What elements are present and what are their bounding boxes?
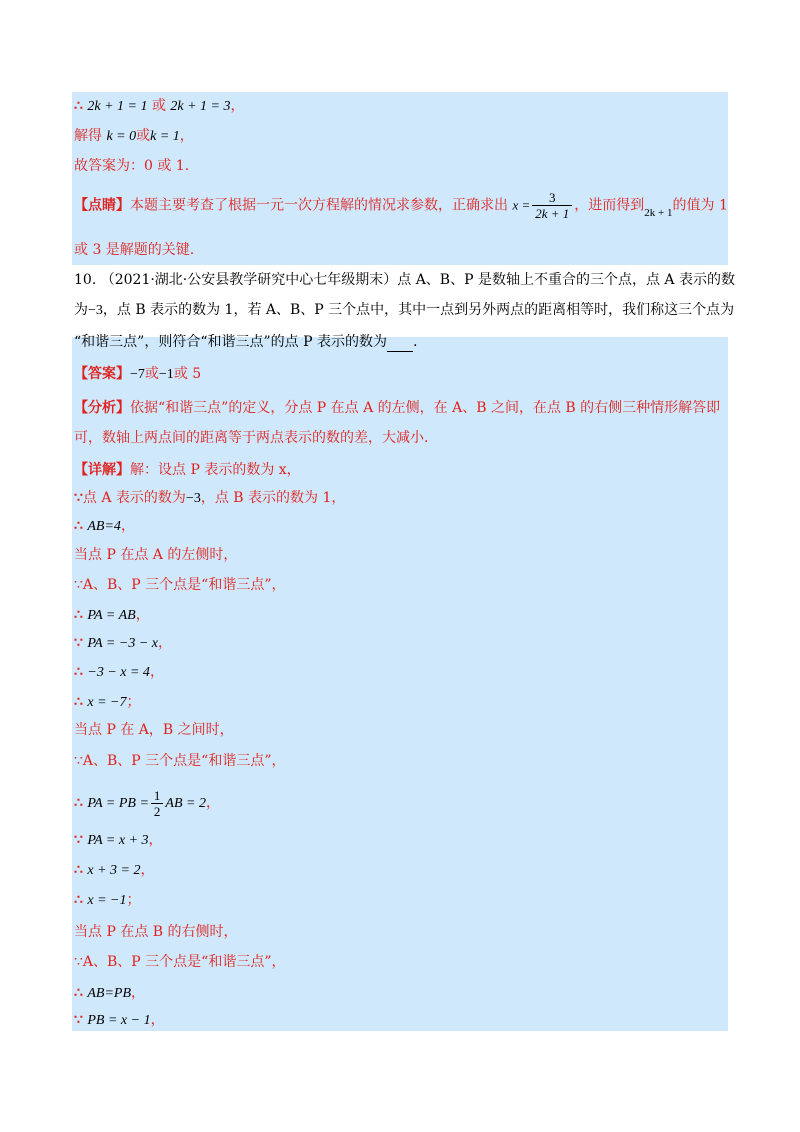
question-number: 10. — [74, 272, 97, 288]
therefore-symbol: ∴ — [74, 985, 83, 1001]
solve-text: 解得 — [74, 128, 102, 144]
step-9 — [74, 720, 234, 740]
equation: 2k + 1 = 3 — [170, 99, 231, 114]
analysis-line-2 — [74, 428, 428, 448]
therefore-symbol: ∴ — [74, 892, 83, 908]
answer-value: −1 — [158, 367, 174, 382]
equation: k = 0 — [106, 129, 137, 144]
equation: x = −1 — [87, 893, 127, 908]
case-text: 当点 P 在 A，B 之间时， — [74, 722, 234, 738]
punctuation: ， — [140, 862, 155, 878]
case-text: 当点 P 在点 B 的右侧时， — [74, 924, 238, 940]
answer-line — [74, 364, 201, 384]
step-text: 点 A 表示的数为 — [82, 490, 186, 506]
dianjing-tag: 【点睛】 — [74, 197, 130, 214]
analysis-text: 依据“和谐三点”的定义，分点 P 在点 A 的左侧，在 A、B 之间，在点 B 的右侧三种情形解答即 — [130, 400, 721, 416]
punctuation: ， — [230, 98, 245, 114]
fraction-numerator: 1 — [151, 788, 164, 804]
fraction-denominator: 2 — [153, 803, 161, 819]
equation: 2k + 1 = 1 — [87, 99, 148, 114]
or-text: 或 — [151, 98, 166, 114]
line-dianjing — [74, 190, 728, 220]
therefore-symbol: ∴ — [74, 518, 83, 534]
fraction-x — [532, 190, 572, 221]
equation: x = −7 — [87, 695, 127, 710]
question-source: （2021·湖北·公安县教学研究中心七年级期末） — [100, 272, 398, 288]
punctuation: ， — [157, 635, 172, 651]
step-2 — [74, 516, 135, 536]
punctuation: ， — [148, 832, 163, 848]
analysis-text: 可，数轴上两点间的距离等于两点表示的数的差，大减小. — [74, 430, 429, 446]
punctuation: ， — [150, 1012, 165, 1028]
step-text: ∵A、B、P 三个点是“和谐三点”， — [74, 577, 286, 593]
punctuation: ， — [205, 795, 220, 811]
punctuation: ； — [126, 694, 141, 710]
therefore-symbol: ∴ — [74, 664, 83, 680]
step-1 — [74, 488, 345, 508]
step-17 — [74, 983, 145, 1003]
equation: AB=4 — [87, 519, 121, 534]
frac-lhs: x = — [512, 197, 531, 213]
equation: PA = −3 − x — [87, 636, 158, 651]
line-equation-cases — [74, 96, 245, 116]
or-text: 或 — [144, 366, 159, 382]
punctuation: . — [412, 334, 418, 350]
answer-tag: 【答案】 — [74, 366, 130, 382]
detail-tag: 【详解】 — [74, 462, 130, 478]
dianjing-text: ，进而得到 — [574, 197, 645, 214]
fraction-half — [151, 788, 164, 819]
equation: PB = x − 1 — [87, 1013, 151, 1028]
punctuation: ， — [149, 664, 164, 680]
question-text: 为 — [74, 302, 88, 318]
because-symbol: ∵ — [74, 490, 83, 506]
therefore-symbol: ∴ — [74, 98, 83, 114]
step-8 — [74, 692, 140, 712]
fraction-numerator: 3 — [532, 190, 572, 206]
because-symbol: ∵ — [74, 635, 83, 651]
detail-text: 解：设点 P 表示的数为 x， — [130, 462, 301, 478]
equation: AB = 2 — [165, 796, 206, 811]
answer-value: 或 5 — [173, 366, 202, 382]
question-line-3 — [74, 332, 417, 352]
step-7 — [74, 662, 164, 682]
line-solve-k — [74, 126, 194, 146]
therefore-symbol: ∴ — [74, 607, 83, 623]
question-line-2 — [74, 300, 734, 320]
fraction-denominator: 2k + 1 — [535, 206, 570, 221]
equation: PA = PB = — [87, 796, 149, 811]
step-5 — [74, 605, 150, 625]
or-text: 或 — [136, 128, 151, 144]
step-13 — [74, 860, 154, 880]
step-15 — [74, 922, 238, 942]
therefore-symbol: ∴ — [74, 862, 83, 878]
therefore-symbol: ∴ — [74, 795, 83, 811]
equation: k = 1 — [150, 129, 180, 144]
line-answer-summary — [74, 156, 189, 176]
step-14 — [74, 890, 140, 910]
equation: AB=PB — [87, 986, 132, 1001]
step-11 — [74, 786, 220, 820]
case-text: 当点 P 在点 A 的左侧时， — [74, 547, 238, 563]
punctuation: ， — [179, 128, 194, 144]
dianjing-text: 的值为 1 — [672, 197, 728, 214]
dianjing-text: 本题主要考查了根据一元一次方程解的情况求参数，正确求出 — [130, 197, 508, 214]
therefore-symbol: ∴ — [74, 694, 83, 710]
step-6 — [74, 633, 172, 653]
step-text: ∵A、B、P 三个点是“和谐三点”， — [74, 954, 286, 970]
step-4 — [74, 575, 286, 595]
step-3 — [74, 545, 237, 565]
punctuation: ， — [131, 985, 146, 1001]
step-16 — [74, 952, 286, 972]
answer-blank — [387, 337, 413, 352]
equation: PA = x + 3 — [87, 833, 149, 848]
dianjing-text: 或 3 是解题的关键. — [74, 242, 195, 258]
step-text: ∵A、B、P 三个点是“和谐三点”， — [74, 753, 286, 769]
question-text: “和谐三点”，则符合“和谐三点”的点 P 表示的数为 — [74, 334, 387, 350]
question-text: 点 A、B、P 是数轴上不重合的三个点，点 A 表示的数 — [397, 272, 735, 288]
step-18 — [74, 1010, 165, 1030]
step-text: ，点 B 表示的数为 1， — [200, 490, 346, 506]
step-12 — [74, 830, 163, 850]
value: −3 — [185, 491, 201, 506]
analysis-tag: 【分析】 — [74, 400, 130, 416]
step-10 — [74, 751, 286, 771]
punctuation: ， — [120, 518, 135, 534]
analysis-line-1 — [74, 398, 720, 418]
because-symbol: ∵ — [74, 1012, 83, 1028]
equation: −3 − x = 4 — [87, 665, 150, 680]
answer-value: −7 — [130, 367, 145, 382]
punctuation: ； — [126, 892, 141, 908]
equation: x + 3 = 2 — [87, 863, 141, 878]
question-text: ，点 B 表示的数为 1，若 A、B、P 三个点中，其中一点到另外两点的距离相等时，我们称这三个点为 — [102, 302, 735, 318]
answer-summary-text: 故答案为：0 或 1. — [74, 158, 190, 174]
line-dianjing-cont — [74, 240, 194, 260]
detail-line — [74, 460, 301, 480]
because-symbol: ∵ — [74, 832, 83, 848]
value: −3 — [88, 303, 103, 318]
question-line-1 — [74, 270, 735, 290]
equation: PA = AB — [87, 608, 136, 623]
punctuation: ， — [135, 607, 150, 623]
expression-small: 2k + 1 — [644, 206, 673, 219]
